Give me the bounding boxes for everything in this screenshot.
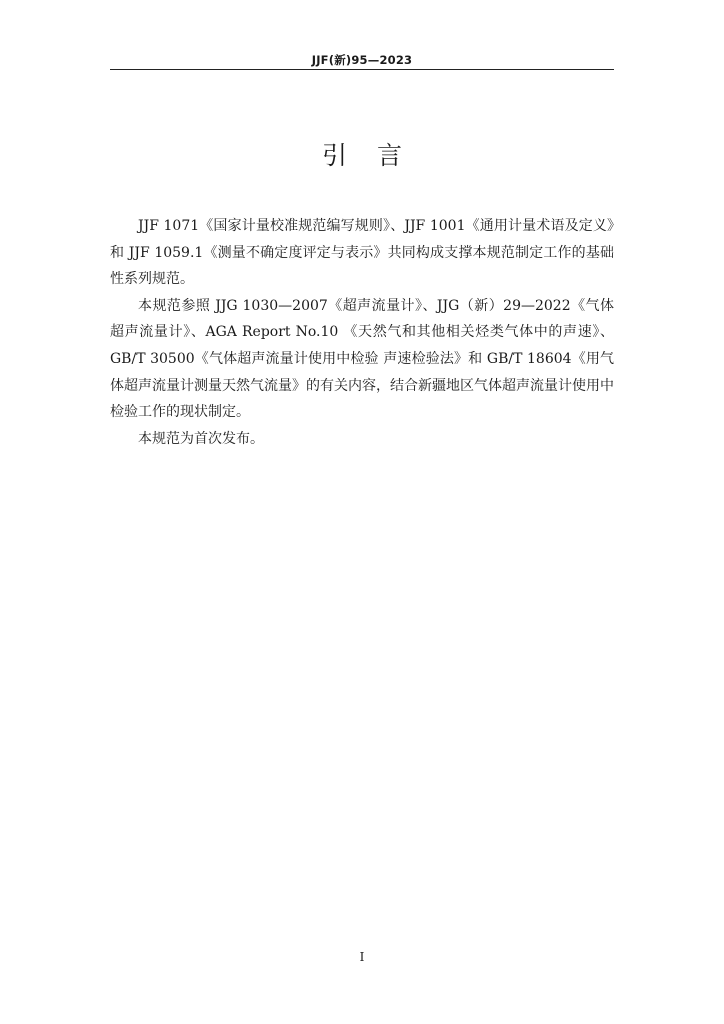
- paragraph-1: JJF 1071《国家计量校准规范编写规则》、JJF 1001《通用计量术语及定义》和 JJF 1059.1《测量不确定度评定与表示》共同构成支撑本规范制定工作的基础性系列规范。: [110, 218, 614, 288]
- paragraph-2: 本规范参照 JJG 1030—2007《超声流量计》、JJG（新）29—2022《气体超声流量计》、AGA Report No.10 《天然气和其他相关烃类气体中的声速》、GB/T 30500《气体超声流量计使用中检验 声速检验法》和 GB/T 18604《用气体超声流量计测量天然气流量》的有关内容，结合新疆地区气体超声流量计使用中检验工作的现状制定。: [110, 297, 614, 421]
- header-rule: [110, 69, 614, 70]
- paragraph-3: 本规范为首次发布。: [138, 430, 264, 447]
- running-header: JJF(新)95—2023: [311, 53, 413, 67]
- body-text: [110, 213, 614, 452]
- page-number: I: [359, 950, 365, 964]
- page-title: 引言: [321, 141, 432, 170]
